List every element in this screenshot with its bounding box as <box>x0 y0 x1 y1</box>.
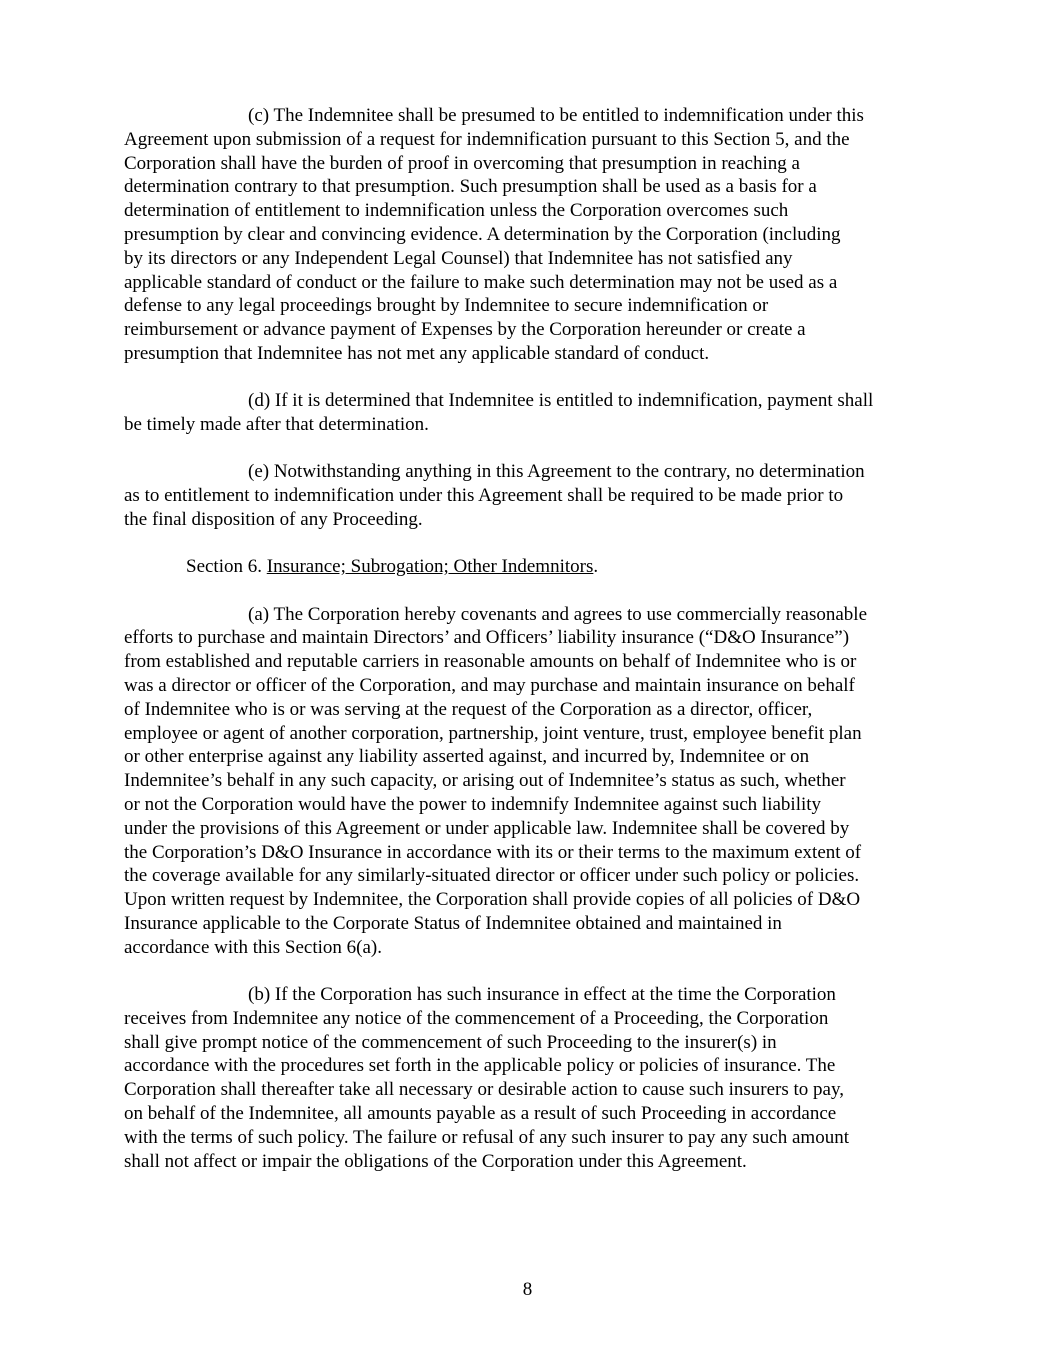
paragraph-line: on behalf of the Indemnitee, all amounts payable as a result of such Proceeding in accordance <box>124 1102 837 1124</box>
paragraph-line: efforts to purchase and maintain Directors’ and Officers’ liability insurance (“D&O Insurance”) <box>124 627 850 649</box>
paragraph-line: accordance with the procedures set forth in the applicable policy or policies of insurance. The <box>124 1055 836 1077</box>
paragraph-line: as to entitlement to indemnification under this Agreement shall be required to be made prior to <box>124 485 844 507</box>
paragraph-line: (a) The Corporation hereby covenants and agrees to use commercially reasonable <box>248 603 868 625</box>
paragraph-line: defense to any legal proceedings brought by Indemnitee to secure indemnification or <box>124 295 769 317</box>
paragraphs-before-section-6 <box>124 104 932 532</box>
paragraph-6b <box>124 983 932 1173</box>
paragraph-line: Insurance applicable to the Corporate Status of Indemnitee obtained and maintained in <box>124 912 782 934</box>
paragraph-line: or other enterprise against any liability asserted against, and incurred by, Indemnitee or on <box>124 746 810 768</box>
paragraph-line: applicable standard of conduct or the failure to make such determination may not be used as a <box>124 271 838 293</box>
paragraph-line: determination contrary to that presumption. Such presumption shall be used as a basis for a <box>124 176 817 198</box>
paragraph-line: from established and reputable carriers in reasonable amounts on behalf of Indemnitee who is or <box>124 651 857 673</box>
paragraph-line: shall give prompt notice of the commencement of such Proceeding to the insurer(s) in <box>124 1031 777 1053</box>
page-number: 8 <box>522 1279 533 1300</box>
paragraphs-section-6 <box>124 603 932 1174</box>
paragraph-line: receives from Indemnitee any notice of the commencement of a Proceeding, the Corporation <box>124 1007 829 1029</box>
paragraph-line: (c) The Indemnitee shall be presumed to be entitled to indemnification under this <box>248 105 864 126</box>
paragraph-line: reimbursement or advance payment of Expenses by the Corporation hereunder or create a <box>124 319 806 341</box>
paragraph-line: Agreement upon submission of a request for indemnification pursuant to this Section 5, and the <box>124 128 850 150</box>
paragraph-line: (e) Notwithstanding anything in this Agreement to the contrary, no determination <box>248 461 865 483</box>
paragraph-line: Corporation shall thereafter take all necessary or desirable action to cause such insurers to pay, <box>124 1079 844 1101</box>
paragraph-line: was a director or officer of the Corporation, and may purchase and maintain insurance on behalf <box>124 674 855 696</box>
paragraph-line: (b) If the Corporation has such insurance in effect at the time the Corporation <box>248 984 836 1005</box>
paragraph-line: under the provisions of this Agreement or under applicable law. Indemnitee shall be covered by <box>124 817 850 839</box>
paragraph-line: by its directors or any Independent Legal Counsel) that Indemnitee has not satisfied any <box>124 247 793 269</box>
paragraph-line: Corporation shall have the burden of proof in overcoming that presumption in reaching a <box>124 152 800 174</box>
paragraph-d <box>124 389 932 437</box>
paragraph-line: the coverage available for any similarly-situated director or officer under such policy or policies. <box>124 865 860 887</box>
paragraph-line: determination of entitlement to indemnification unless the Corporation overcomes such <box>124 200 789 222</box>
paragraph-line: (d) If it is determined that Indemnitee is entitled to indemnification, payment shall <box>248 390 874 412</box>
paragraph-line: Indemnitee’s behalf in any such capacity, or arising out of Indemnitee’s status as such, whether <box>124 770 846 792</box>
section-6-heading <box>124 555 932 579</box>
paragraph-line: accordance with this Section 6(a). <box>124 936 382 958</box>
paragraph-line: be timely made after that determination. <box>124 414 429 436</box>
section-6-prefix: Section 6. <box>186 556 267 578</box>
section-6-title: Insurance; Subrogation; Other Indemnitors <box>266 556 594 578</box>
paragraph-line: presumption that Indemnitee has not met any applicable standard of conduct. <box>124 342 710 364</box>
paragraph-line: employee or agent of another corporation, partnership, joint venture, trust, employee benefit plan <box>124 722 862 744</box>
paragraph-line: the Corporation’s D&O Insurance in accordance with its or their terms to the maximum extent of <box>124 841 862 863</box>
paragraph-line: presumption by clear and convincing evidence. A determination by the Corporation (including <box>124 223 841 245</box>
paragraph-line: with the terms of such policy. The failure or refusal of any such insurer to pay any such amount <box>124 1126 849 1148</box>
paragraph-c <box>124 104 932 366</box>
paragraph-e <box>124 460 932 531</box>
paragraph-line: shall not affect or impair the obligations of the Corporation under this Agreement. <box>124 1150 747 1172</box>
paragraph-line: the final disposition of any Proceeding. <box>124 508 423 530</box>
paragraph-line: of Indemnitee who is or was serving at the request of the Corporation as a director, officer, <box>124 698 813 720</box>
paragraph-6a <box>124 603 932 960</box>
section-6-suffix: . <box>593 556 599 578</box>
document-page <box>124 104 932 1197</box>
paragraph-line: Upon written request by Indemnitee, the Corporation shall provide copies of all policies of D&O <box>124 889 861 911</box>
paragraph-line: or not the Corporation would have the power to indemnify Indemnitee against such liability <box>124 793 822 815</box>
